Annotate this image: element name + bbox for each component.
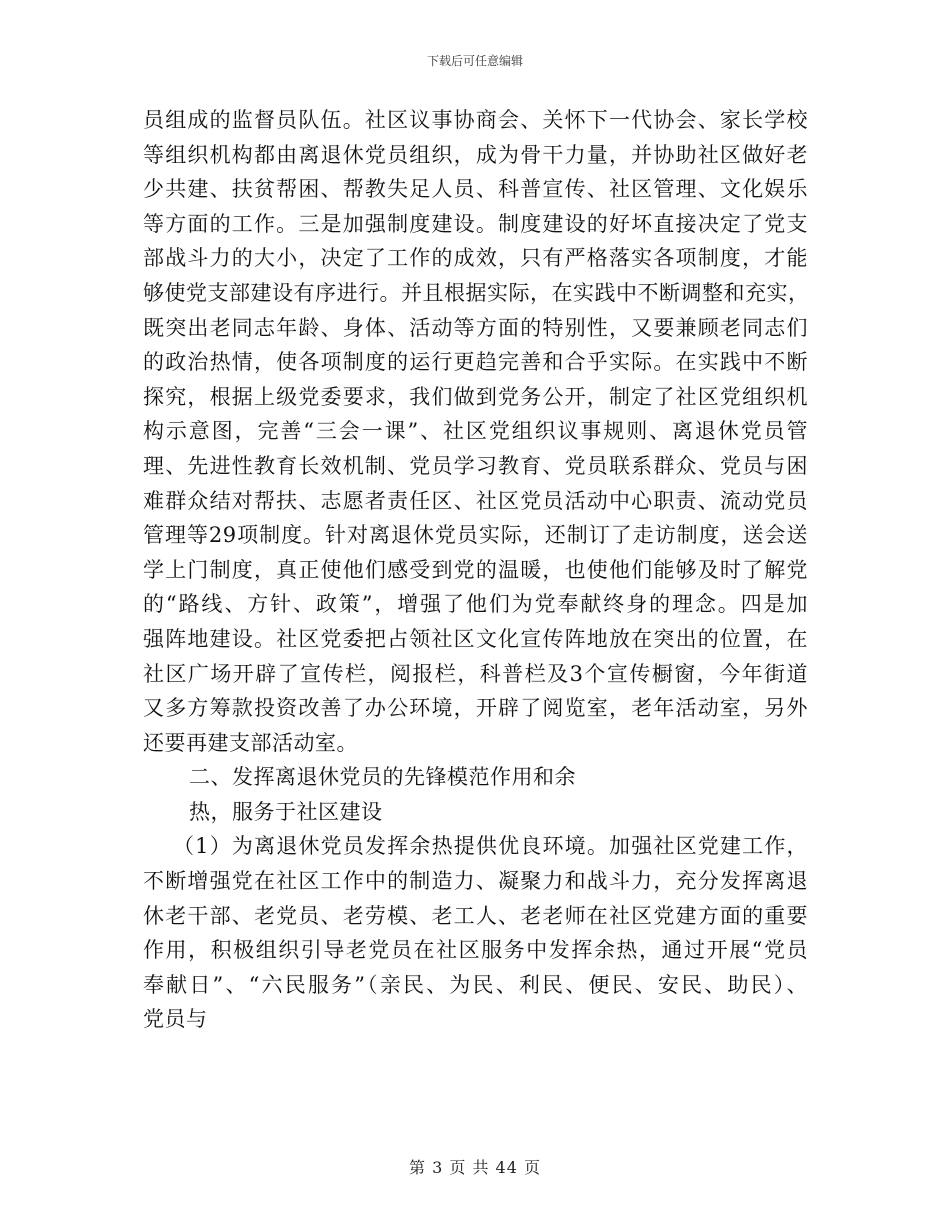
body-line: 还要再建支部活动室。 bbox=[143, 730, 358, 755]
body-line: 作用，积极组织引导老党员在社区服务中发挥余热，通过开展“党员 bbox=[143, 938, 808, 963]
body-line: 管理等29项制度。针对离退休党员实际，还制订了走访制度，送会送 bbox=[143, 523, 808, 548]
body-line: 够使党支部建设有序进行。并且根据实际，在实践中不断调整和充实， bbox=[143, 280, 810, 305]
body-line: 等组织机构都由离退休党员组织，成为骨干力量，并协助社区做好老 bbox=[143, 142, 808, 167]
section-heading: 热，服务于社区建设 bbox=[189, 799, 383, 824]
body-line: （1）为离退休党员发挥余热提供优良环境。加强社区党建工作， bbox=[173, 834, 808, 859]
body-line: 等方面的工作。三是加强制度建设。制度建设的好坏直接决定了党支 bbox=[143, 211, 808, 236]
body-line: 理、先进性教育长效机制、党员学习教育、党员联系群众、党员与困 bbox=[143, 453, 808, 478]
body-line: 奉献日”、“六民服务”（亲民、为民、利民、便民、安民、助民）、 bbox=[143, 972, 808, 997]
body-line: 既突出老同志年龄、身体、活动等方面的特别性，又要兼顾老同志们 bbox=[143, 315, 808, 340]
page-header: 下载后可任意编辑 bbox=[426, 54, 523, 68]
body-line: 党员与 bbox=[143, 1007, 208, 1032]
body-line: 学上门制度，真正使他们感受到党的温暖，也使他们能够及时了解党 bbox=[143, 557, 808, 582]
page-footer: 第 3 页 共 44 页 bbox=[409, 1158, 541, 1177]
body-line: 的“路线、方针、政策”，增强了他们为党奉献终身的理念。四是加 bbox=[143, 592, 808, 617]
document-body bbox=[143, 103, 808, 1037]
body-line: 社区广场开辟了宣传栏，阅报栏，科普栏及3个宣传橱窗，今年街道 bbox=[143, 661, 808, 686]
body-line: 构示意图，完善“三会一课”、社区党组织议事规则、离退休党员管 bbox=[143, 419, 808, 444]
section-heading: 二、发挥离退休党员的先锋模范作用和余 bbox=[189, 765, 576, 790]
body-line: 难群众结对帮扶、志愿者责任区、社区党员活动中心职责、流动党员 bbox=[143, 488, 808, 513]
body-line: 少共建、扶贫帮困、帮教失足人员、科普宣传、社区管理、文化娱乐 bbox=[143, 177, 808, 202]
body-line: 又多方筹款投资改善了办公环境，开辟了阅览室，老年活动室，另外 bbox=[143, 696, 808, 721]
body-line: 探究，根据上级党委要求，我们做到党务公开，制定了社区党组织机 bbox=[143, 384, 808, 409]
body-line: 休老干部、老党员、老劳模、老工人、老老师在社区党建方面的重要 bbox=[143, 903, 808, 928]
body-line: 的政治热情，使各项制度的运行更趋完善和合乎实际。在实践中不断 bbox=[143, 350, 808, 375]
body-line: 部战斗力的大小，决定了工作的成效，只有严格落实各项制度，才能 bbox=[143, 246, 808, 271]
body-line: 员组成的监督员队伍。社区议事协商会、关怀下一代协会、家长学校 bbox=[143, 108, 808, 132]
body-line: 不断增强党在社区工作中的制造力、凝聚力和战斗力，充分发挥离退 bbox=[143, 869, 808, 894]
body-line: 强阵地建设。社区党委把占领社区文化宣传阵地放在突出的位置，在 bbox=[143, 626, 808, 651]
